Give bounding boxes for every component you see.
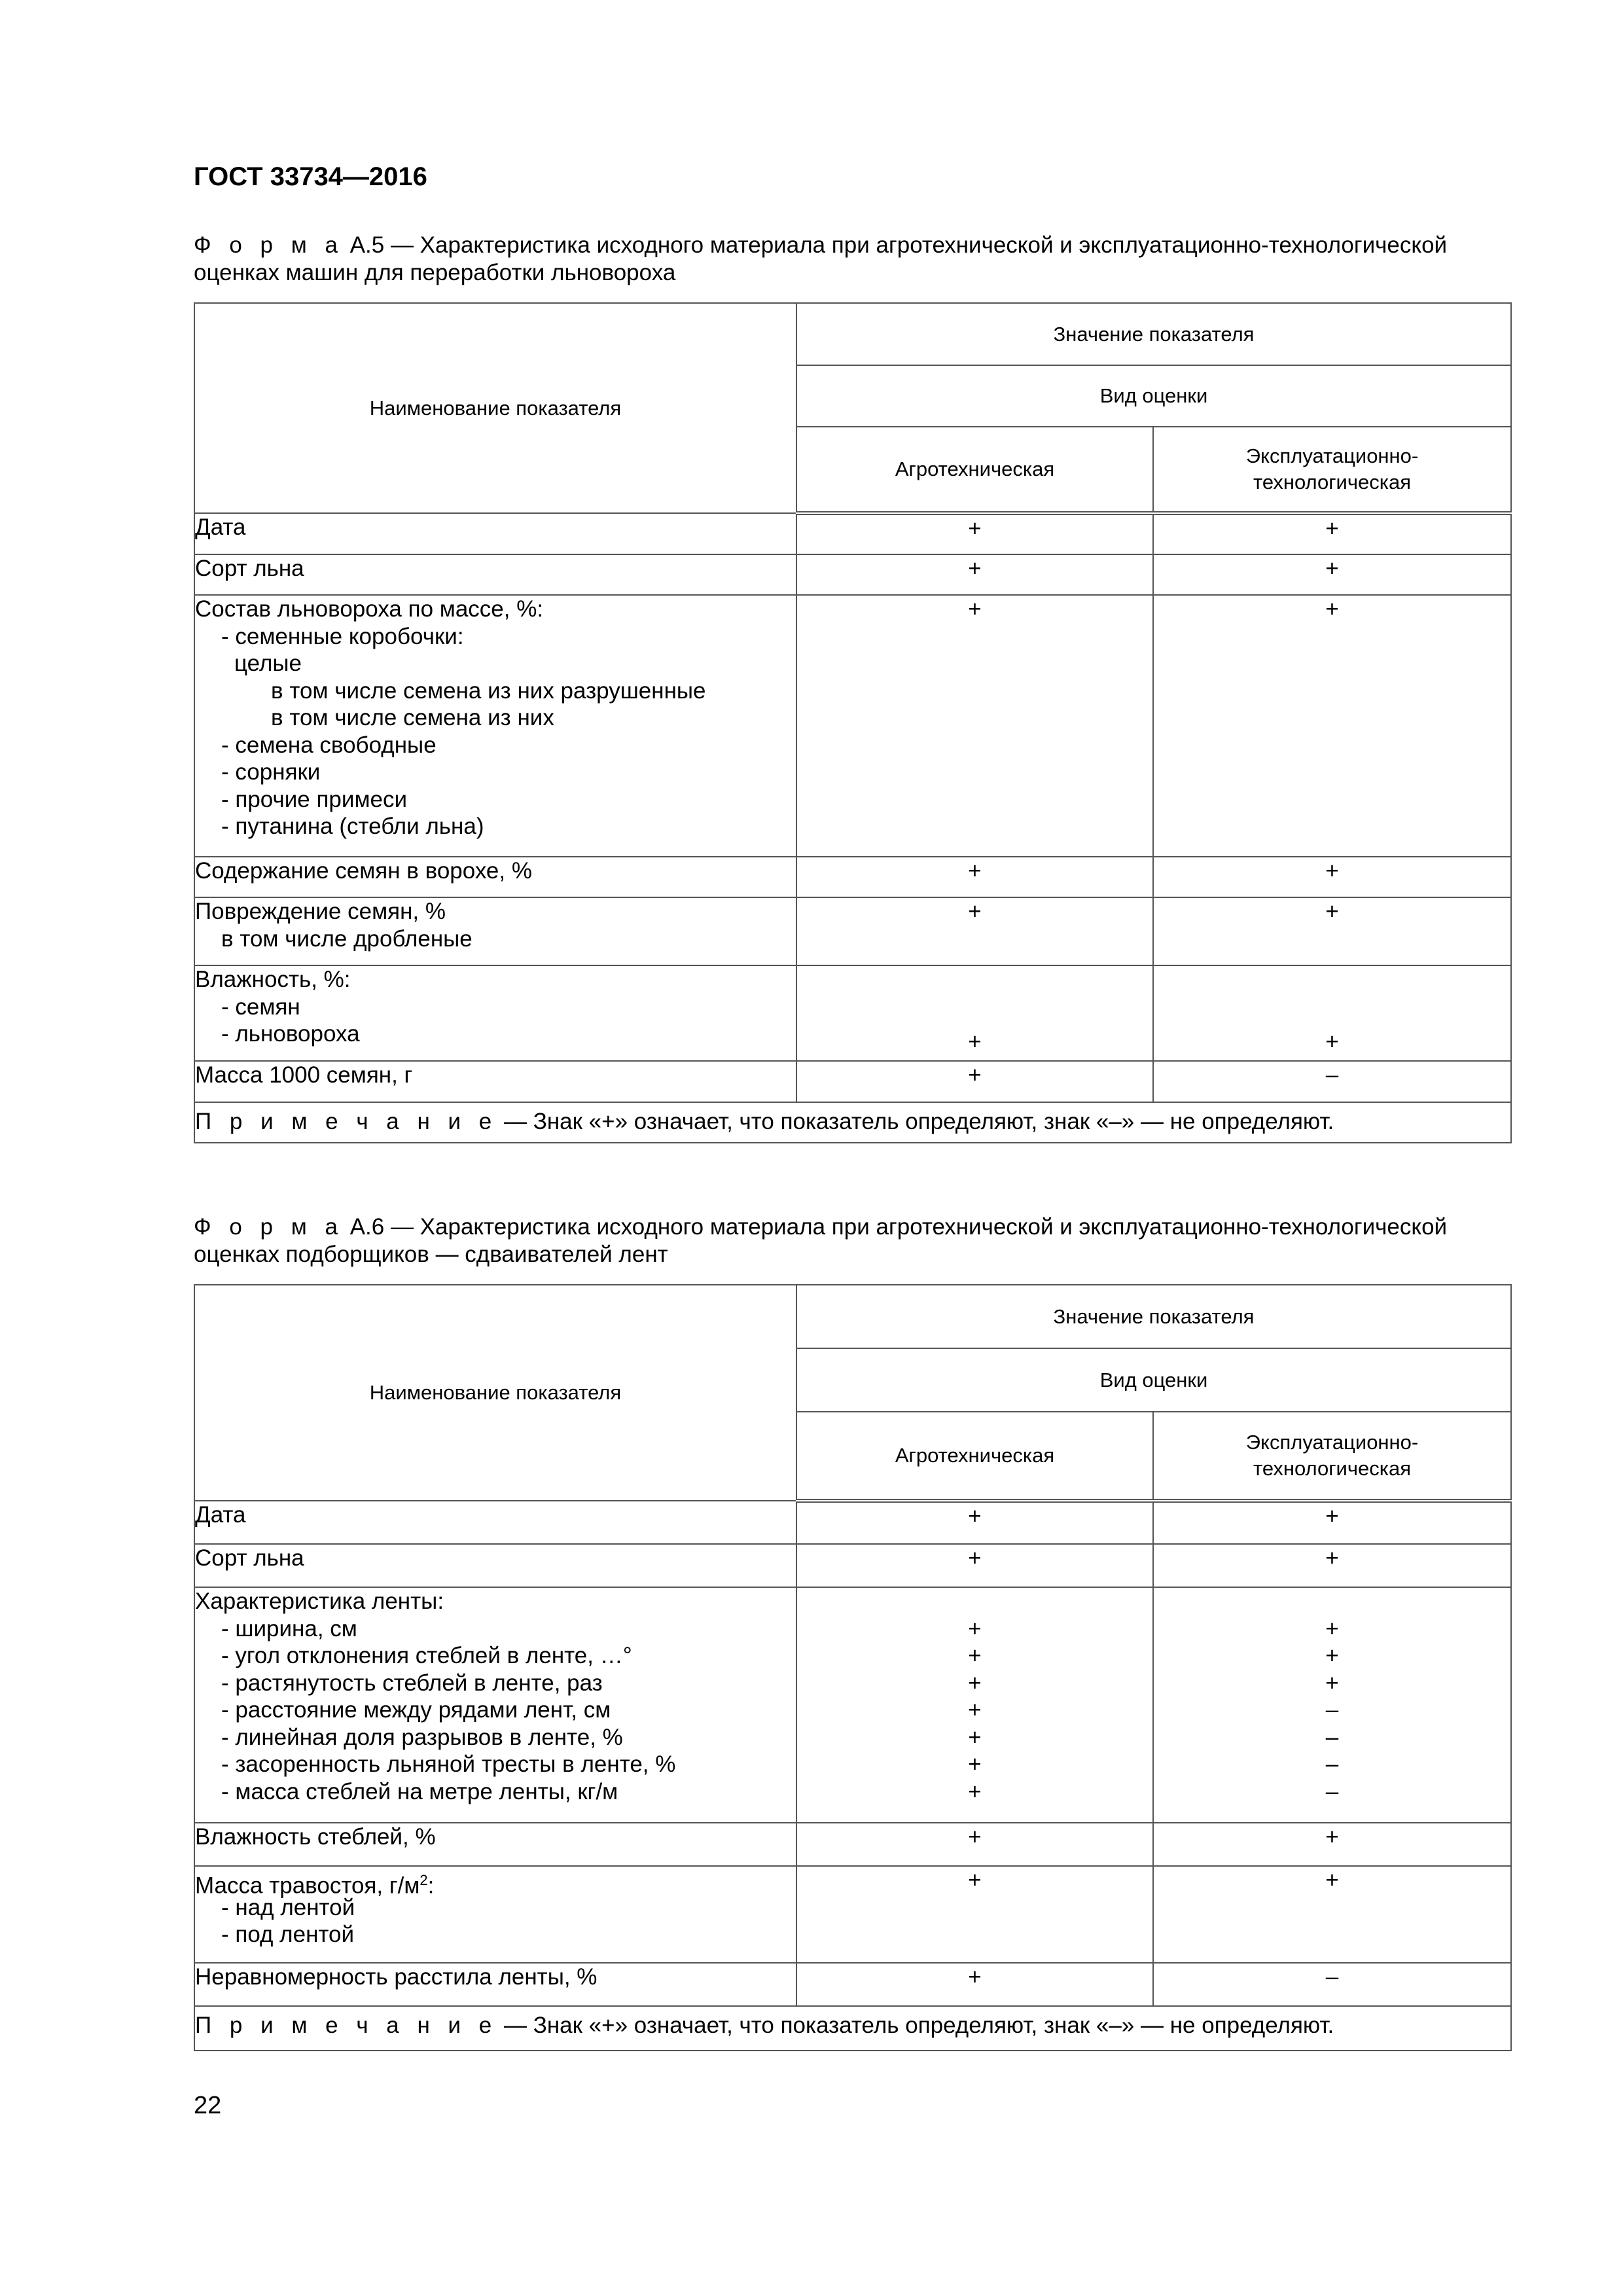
caption-text-2: оценках машин для переработки льновороха — [194, 259, 676, 285]
caption-prefix: Ф о р м а — [194, 1214, 344, 1240]
header-indicator-value: Значение показателя — [796, 303, 1511, 365]
table-row: Неравномерность расстила ленты, % + – — [194, 1963, 1511, 2006]
table-row: Повреждение семян, % в том числе дробленые + + — [194, 897, 1511, 965]
header-evaluation-kind: Вид оценки — [796, 365, 1511, 427]
caption-prefix: Ф о р м а — [194, 232, 344, 258]
table-note-row: П р и м е ч а н и е — Знак «+» означает, что показатель определяют, знак «–» — не определяют. — [194, 1102, 1511, 1143]
table-row: Сорт льна + + — [194, 1544, 1511, 1587]
header-operational: Эксплуатационно- технологическая — [1153, 427, 1511, 513]
table-row: Состав льновороха по массе, %: - семенные коробочки: целые в том числе семена из них разрушенные в том числе семена из них - семена свободные - сорняки - прочие примеси - путанина (стебли льна) + + — [194, 595, 1511, 857]
document-code: ГОСТ 33734—2016 — [194, 162, 427, 191]
header-operational: Эксплуатационно- технологическая — [1153, 1412, 1511, 1501]
table-row: Влажность, %: - семян - льновороха + + — [194, 965, 1511, 1061]
header-indicator-name: Наименование показателя — [194, 1285, 796, 1501]
header-agrotechnical: Агротехническая — [796, 427, 1153, 513]
form-a5-caption — [194, 230, 1510, 285]
caption-text: А.6 — Характеристика исходного материала при агротехнической и эксплуатационно-технологической — [343, 1214, 1448, 1240]
header-indicator-value: Значение показателя — [796, 1285, 1511, 1348]
page-number: 22 — [194, 2092, 222, 2119]
table-row: Влажность стеблей, % + + — [194, 1823, 1511, 1866]
form-a6-caption — [194, 1212, 1510, 1266]
form-a6-table — [194, 1284, 1512, 2051]
header-indicator-name: Наименование показателя — [194, 303, 796, 513]
caption-text-2: оценках подборщиков — сдваивателей лент — [194, 1241, 668, 1267]
table-note-row: П р и м е ч а н и е — Знак «+» означает, что показатель определяют, знак «–» — не определяют. — [194, 2006, 1511, 2051]
header-agrotechnical: Агротехническая — [796, 1412, 1153, 1501]
table-row: Дата + + — [194, 1501, 1511, 1544]
table-row: Содержание семян в ворохе, % + + — [194, 857, 1511, 897]
form-a5-table — [194, 302, 1512, 1143]
caption-text: А.5 — Характеристика исходного материала при агротехнической и эксплуатационно-технологической — [343, 232, 1448, 258]
table-row: Сорт льна + + — [194, 554, 1511, 595]
table-row: Характеристика ленты: - ширина, см - угол отклонения стеблей в ленте, …° - растянутость стеблей в ленте, раз - расстояние между рядами лент, см - линейная доля разрывов в ленте, % - засоренность льняной тресты в ленте, % - масса стеблей на метре ленты, кг/м + + + + + + + + + + – – – – — [194, 1587, 1511, 1823]
header-evaluation-kind: Вид оценки — [796, 1348, 1511, 1412]
table-row: Масса 1000 семян, г + – — [194, 1061, 1511, 1102]
table-row: Масса травостоя, $г/м^2$: - над лентой - под лентой + + — [194, 1866, 1511, 1963]
table-row: Дата + + — [194, 513, 1511, 554]
